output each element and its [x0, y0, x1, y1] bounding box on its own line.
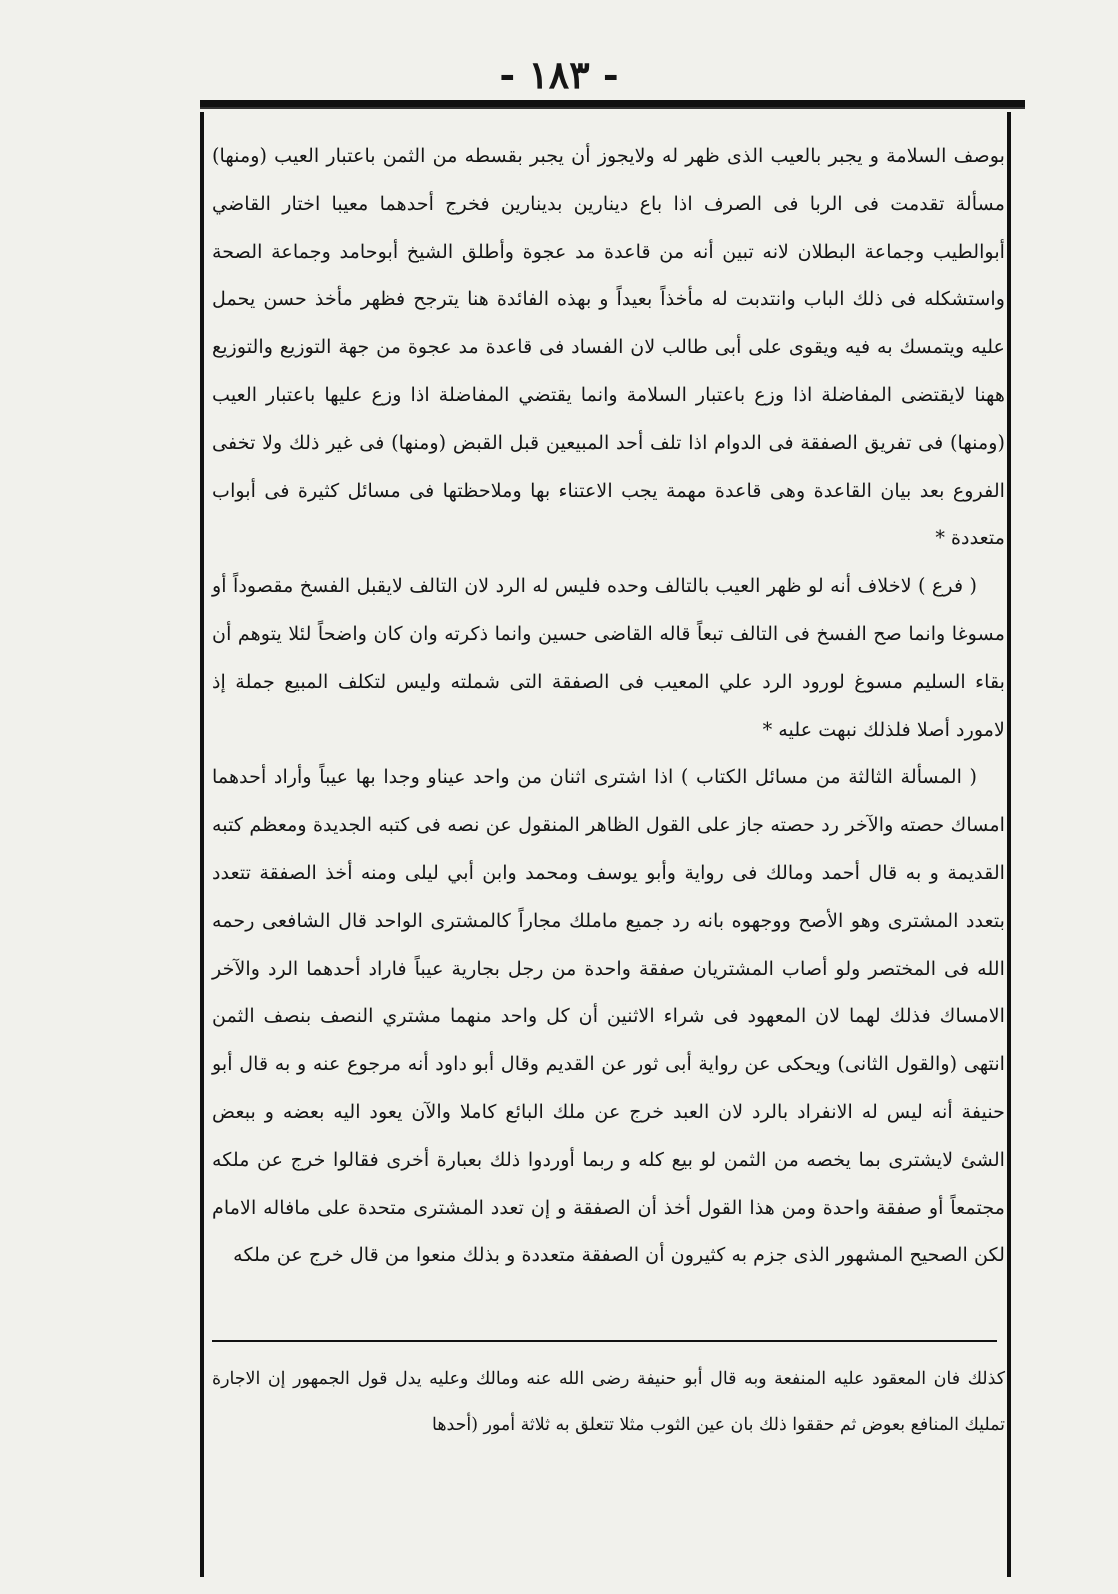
footnote-separator — [212, 1340, 997, 1342]
footnotes — [212, 1356, 1005, 1448]
main-text — [212, 132, 1005, 1279]
page-number: - ١٨٣ - — [499, 52, 619, 97]
paragraph: ( المسألة الثالثة من مسائل الكتاب ) اذا اشترى اثنان من واحد عيناو وجدا بها عيباً وأراد أحدهما امساك حصته والآخر رد حصته جاز على القول الظاهر المنقول عن نصه فى كتبه الجديدة ومعظم كتبه القديمة و به قال أحمد ومالك فى رواية وأبو يوسف ومحمد وابن أبي ليلى ومنه أخذ الصفقة تتعدد بتعدد المشترى وهو الأصح ووجهوه بانه رد جميع ماملك مجاراً كالمشترى الواحد قال الشافعى رحمه الله فى المختصر ولو أصاب المشتريان صفقة واحدة من رجل بجارية عيباً فاراد أحدهما الرد والآخر الامساك فذلك لهما لان المعهود فى شراء الاثنين أن كل واحد منهما مشتري النصف بنصف الثمن انتهى (والقول الثانى) ويحكى عن رواية أبى ثور عن القديم وقال أبو داود أنه مرجوع عنه و به قال أبو حنيفة أنه ليس له الانفراد بالرد لان العبد خرج عن ملك البائع كاملا والآن يعود اليه بعضه و ببعض الشئ لايشترى بما يخصه من الثمن لو بيع كله و ربما أوردوا ذلك بعبارة أخرى فقالوا خرج عن ملكه مجتمعاً أو صفقة واحدة ومن هذا القول أخذ أن الصفقة و إن تعدد المشترى متحدة على مافاله الامام لكن الصحيح المشهور الذى جزم به كثيرون أن الصفقة متعددة و بذلك منعوا من قال خرج عن ملكه — [212, 765, 1005, 1267]
paragraph: بوصف السلامة و يجبر بالعيب الذى ظهر له ولايجوز أن يجبر بقسطه من الثمن باعتبار العيب (ومنها) مسألة تقدمت فى الربا فى الصرف اذا باع دينارين بدينارين فخرج أحدهما معيبا اختار القاضي أبوالطيب وجماعة البطلان لانه تبين أنه من قاعدة مد عجوة وأطلق الشيخ أبوحامد وجماعة الصحة واستشكله فى ذلك الباب وانتدبت له مأخذاً بعيداً و بهذه الفائدة هنا يترجح فظهر مأخذ حسن يحمل عليه ويتمسك به فيه ويقوى على أبى طالب لان الفساد فى قاعدة مد عجوة من جهة التوزيع والتوزيع ههنا لايقتضى المفاضلة اذا وزع باعتبار السلامة وانما يقتضي المفاضلة اذا وزع عليها باعتبار العيب (ومنها) فى تفريق الصفقة فى الدوام اذا تلف أحد المبيعين قبل القبض (ومنها) فى غير ذلك ولا تخفى الفروع بعد بيان القاعدة وهى قاعدة مهمة يجب الاعتناء بها وملاحظتها فى مسائل كثيرة فى أبواب متعددة * — [212, 144, 1005, 550]
footnote-line: كذلك فان المعقود عليه المنفعة وبه قال أبو حنيفة رضى الله عنه ومالك وعليه يدل قول الجمهور إن الاجارة تمليك المنافع بعوض ثم حققوا ذلك بان عين الثوب مثلا تتعلق به ثلاثة أمور (أحدها — [212, 1369, 1005, 1435]
paragraph: ( فرع ) لاخلاف أنه لو ظهر العيب بالتالف وحده فليس له الرد لان التالف لايقبل الفسخ مقصوداً أو مسوغا وانما صح الفسخ فى التالف تبعاً قاله القاضى حسين وانما ذكرته وان كان واضحاً لئلا يتوهم أن بقاء السليم مسوغ لورود الرد علي المعيب فى الصفقة التى شملته وليس لتكلف المبيع جملة إذ لامورد أصلا فلذلك نبهت عليه * — [212, 574, 1005, 741]
header-rule — [200, 100, 1025, 109]
